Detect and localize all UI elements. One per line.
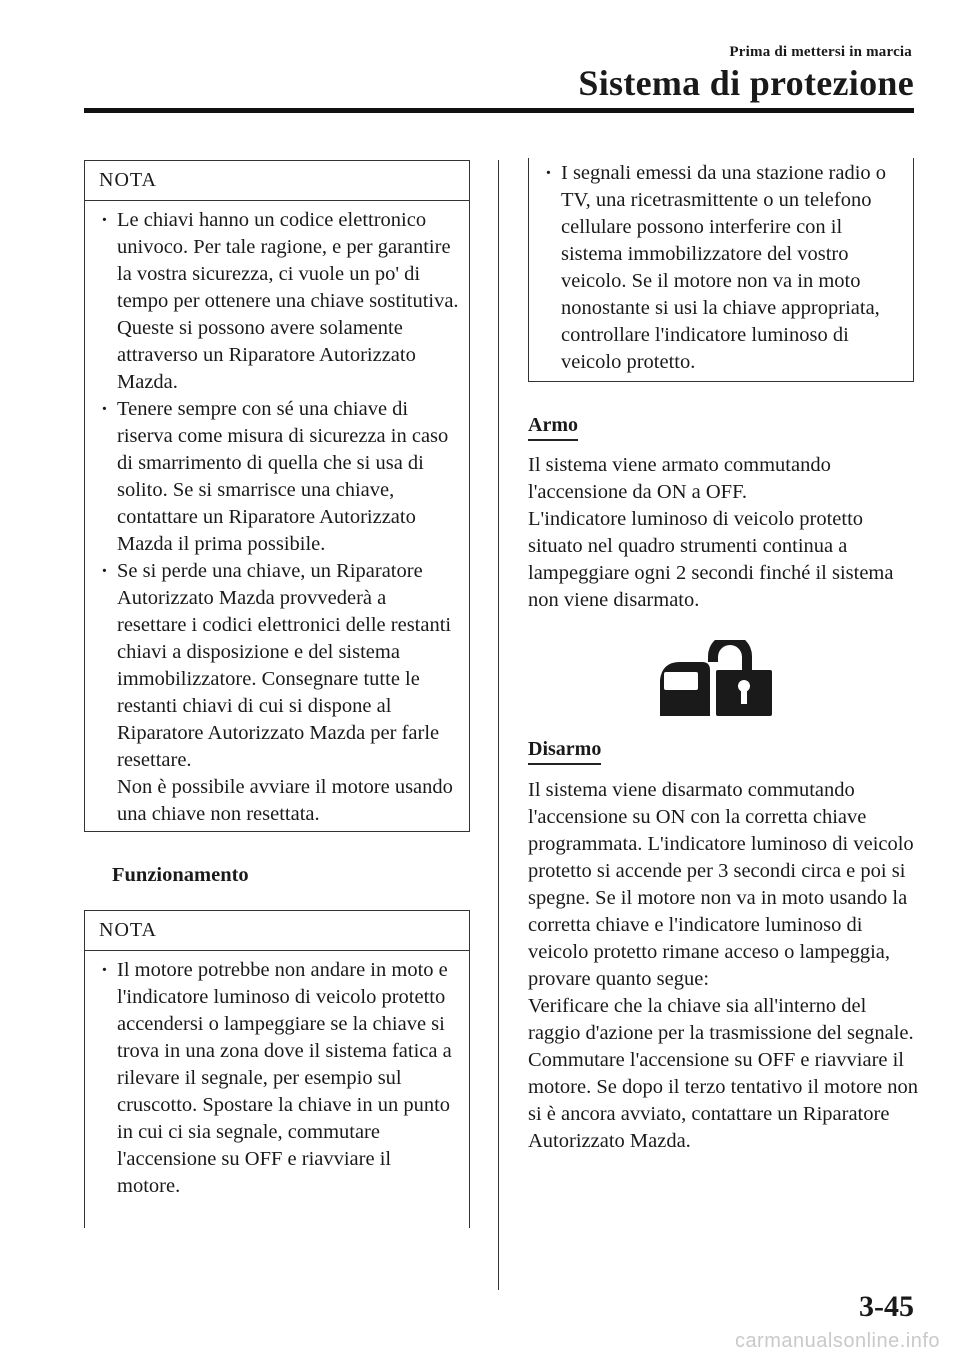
note-list xyxy=(85,951,469,1200)
watermark: carmanualsonline.info xyxy=(734,1330,940,1352)
note-item: · Tenere sempre con sé una chiave di riserva come misura di sicurezza in caso di smarrimento di quella che si usa di solito. Se si smarrisce una chiave, contattare un Riparatore Autorizzato Mazda il prima possibile. xyxy=(97,396,459,558)
header-rule xyxy=(84,108,914,113)
column-divider xyxy=(498,160,499,1290)
disarmo-heading: Disarmo xyxy=(528,738,601,765)
note-box-keys xyxy=(84,160,470,832)
armo-heading: Armo xyxy=(528,414,578,441)
security-indicator-icon xyxy=(656,640,776,720)
note-title: NOTA xyxy=(85,911,469,951)
note-item: · Le chiavi hanno un codice elettronico univoco. Per tale ragione, e per garantire la vostra sicurezza, ci vuole un po' di tempo per ottenere una chiave sostitutiva. Queste si possono avere solamente attraverso un Riparatore Autorizzato Mazda. xyxy=(97,207,459,396)
note-title: NOTA xyxy=(85,161,469,201)
page-title: Sistema di protezione xyxy=(578,63,914,103)
note-item: · I segnali emessi da una stazione radio o TV, una ricetrasmittente o un telefono cellulare possono interferire con il sistema immobilizzatore del vostro veicolo. Se il motore non va in moto nonostante si usi la chiave appropriata, controllare l'indicatore luminoso di veicolo protetto. xyxy=(541,160,903,376)
section-heading: Funzionamento xyxy=(112,864,249,886)
note-item: · Il motore potrebbe non andare in moto e l'indicatore luminoso di veicolo protetto accendersi o lampeggiare se la chiave si trova in una zona dove il sistema fatica a rilevare il segnale, per esempio sul cruscotto. Spostare la chiave in un punto in cui ci sia segnale, commutare l'accensione su OFF e riavviare il motore. xyxy=(97,957,459,1200)
header-subtitle: Prima di mettersi in marcia xyxy=(729,44,912,60)
note-list xyxy=(85,201,469,828)
page-number: 3-45 xyxy=(859,1290,914,1323)
armo-text: Il sistema viene armato commutando l'accensione da ON a OFF. L'indicatore luminoso di veicolo protetto situato nel quadro strumenti continua a lampeggiare ogni 2 secondi finché il sistema non viene disarmato. xyxy=(528,454,894,611)
note-item: · Se si perde una chiave, un Riparatore Autorizzato Mazda provvederà a resettare i codici elettronici delle restanti chiavi a disposizione e del sistema immobilizzatore. Consegnare tutte le restanti chiavi di cui si dispone al Riparatore Autorizzato Mazda per farle resettare. Non è possibile avviare il motore usando una chiave non resettata. xyxy=(97,558,459,828)
disarmo-text: Il sistema viene disarmato commutando l'accensione su ON con la corretta chiave programmata. L'indicatore luminoso di veicolo protetto si accende per 3 secondi circa e poi si spegne. Se il motore non va in moto usando la corretta chiave e l'indicatore luminoso di veicolo protetto rimane acceso o lampeggia, provare quanto segue: Verificare che la chiave sia all'interno del raggio d'azione per la trasmissione del segnale. Commutare l'accensione su OFF e riavviare il motore. Se dopo il terzo tentativo il motore non si è ancora avviato, contattare un Riparatore Autorizzato Mazda. xyxy=(528,779,918,1152)
note-box-continued xyxy=(528,158,914,382)
note-box-operation xyxy=(84,910,470,1228)
note-list xyxy=(529,158,913,376)
